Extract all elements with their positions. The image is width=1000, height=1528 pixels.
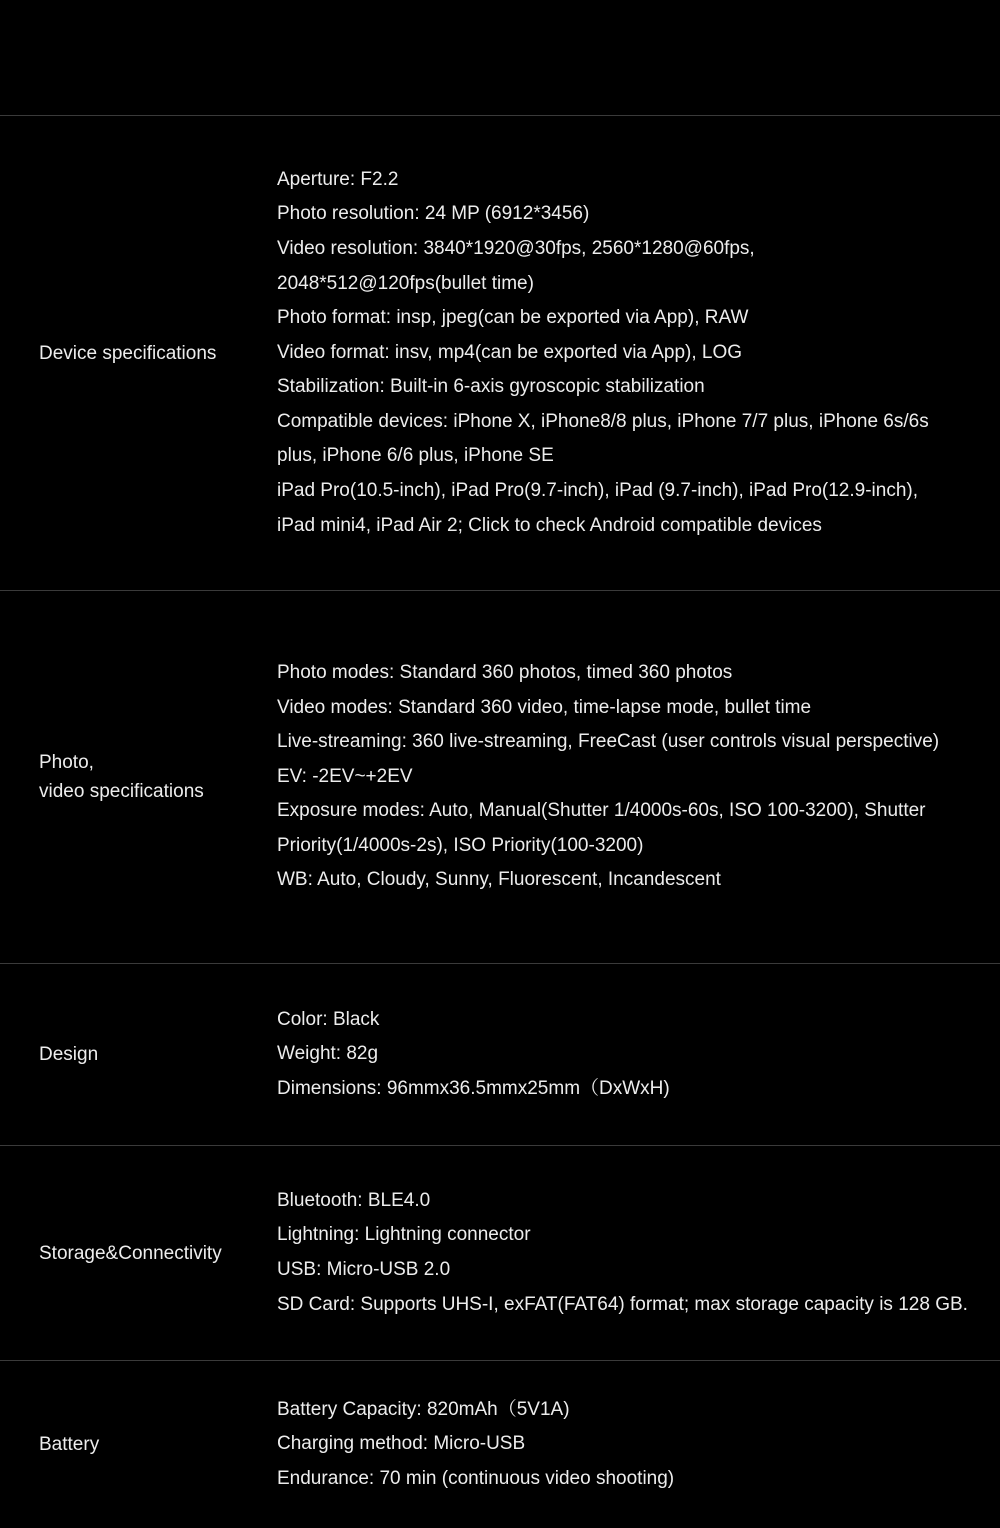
spec-line: Video modes: Standard 360 video, time-lapse mode, bullet time xyxy=(277,696,812,718)
spec-line: EV: -2EV~+2EV xyxy=(277,765,413,787)
spec-line: Photo modes: Standard 360 photos, timed 360 photos xyxy=(277,661,733,683)
spec-line: Endurance: 70 min (continuous video shooting) xyxy=(277,1467,675,1489)
section-label: Battery xyxy=(39,1434,100,1455)
section-label: Device specifications xyxy=(39,342,217,364)
spec-line: iPad Pro(10.5-inch), iPad Pro(9.7-inch), iPad (9.7-inch), iPad Pro(12.9-inch), xyxy=(277,480,919,502)
spec-line: Battery Capacity: 820mAh（5V1A) xyxy=(277,1398,570,1420)
section-lines xyxy=(277,1003,1000,1107)
spec-line: Bluetooth: BLE4.0 xyxy=(277,1189,431,1211)
spec-line: Video format: insv, mp4(can be exported via App), LOG xyxy=(277,341,743,363)
spec-line: Priority(1/4000s-2s), ISO Priority(100-3200) xyxy=(277,834,644,856)
spec-section-battery xyxy=(0,1360,1000,1528)
spec-line: Photo format: insp, jpeg(can be exported via App), RAW xyxy=(277,307,749,329)
spec-line: USB: Micro-USB 2.0 xyxy=(277,1259,451,1280)
spec-section-device xyxy=(0,115,1000,590)
spec-line: WB: Auto, Cloudy, Sunny, Fluorescent, Incandescent xyxy=(277,869,721,891)
section-lines xyxy=(277,1393,1000,1497)
spec-line: plus, iPhone 6/6 plus, iPhone SE xyxy=(277,445,554,467)
spec-line: Dimensions: 96mmx36.5mmx25mm（DxWxH) xyxy=(277,1077,670,1099)
spec-line: Exposure modes: Auto, Manual(Shutter 1/4000s-60s, ISO 100-3200), Shutter xyxy=(277,800,926,822)
section-label: Storage&Connectivity xyxy=(39,1242,222,1264)
spec-line: 2048*512@120fps(bullet time) xyxy=(277,272,534,294)
spec-line: Video resolution: 3840*1920@30fps, 2560*1280@60fps, xyxy=(277,237,755,259)
spec-line: Color: Black xyxy=(277,1008,380,1030)
section-label: Photo, video specifications xyxy=(39,752,204,802)
spec-section-storage-connectivity xyxy=(0,1145,1000,1360)
section-lines xyxy=(277,163,1000,544)
section-lines xyxy=(277,656,1000,898)
spec-line: Compatible devices: iPhone X, iPhone8/8 plus, iPhone 7/7 plus, iPhone 6s/6s xyxy=(277,410,929,432)
spec-line: Aperture: F2.2 xyxy=(277,168,399,190)
spec-line: Weight: 82g xyxy=(277,1043,379,1065)
spec-line: Live-streaming: 360 live-streaming, FreeCast (user controls visual perspective) xyxy=(277,731,940,753)
section-lines xyxy=(277,1184,1000,1322)
spec-section-design xyxy=(0,963,1000,1145)
spec-line: SD Card: Supports UHS-I, exFAT(FAT64) format; max storage capacity is 128 GB. xyxy=(277,1293,968,1315)
spec-line: Charging method: Micro-USB xyxy=(277,1433,526,1455)
spec-line: Photo resolution: 24 MP (6912*3456) xyxy=(277,203,590,225)
spec-table xyxy=(0,115,1000,1528)
spec-section-photo-video xyxy=(0,590,1000,963)
spec-line: Lightning: Lightning connector xyxy=(277,1224,531,1246)
spec-line: Stabilization: Built-in 6-axis gyroscopic stabilization xyxy=(277,376,705,398)
android-compatibility-line[interactable]: iPad mini4, iPad Air 2; Click to check Android compatible devices xyxy=(277,514,822,536)
section-label: Design xyxy=(39,1044,99,1065)
